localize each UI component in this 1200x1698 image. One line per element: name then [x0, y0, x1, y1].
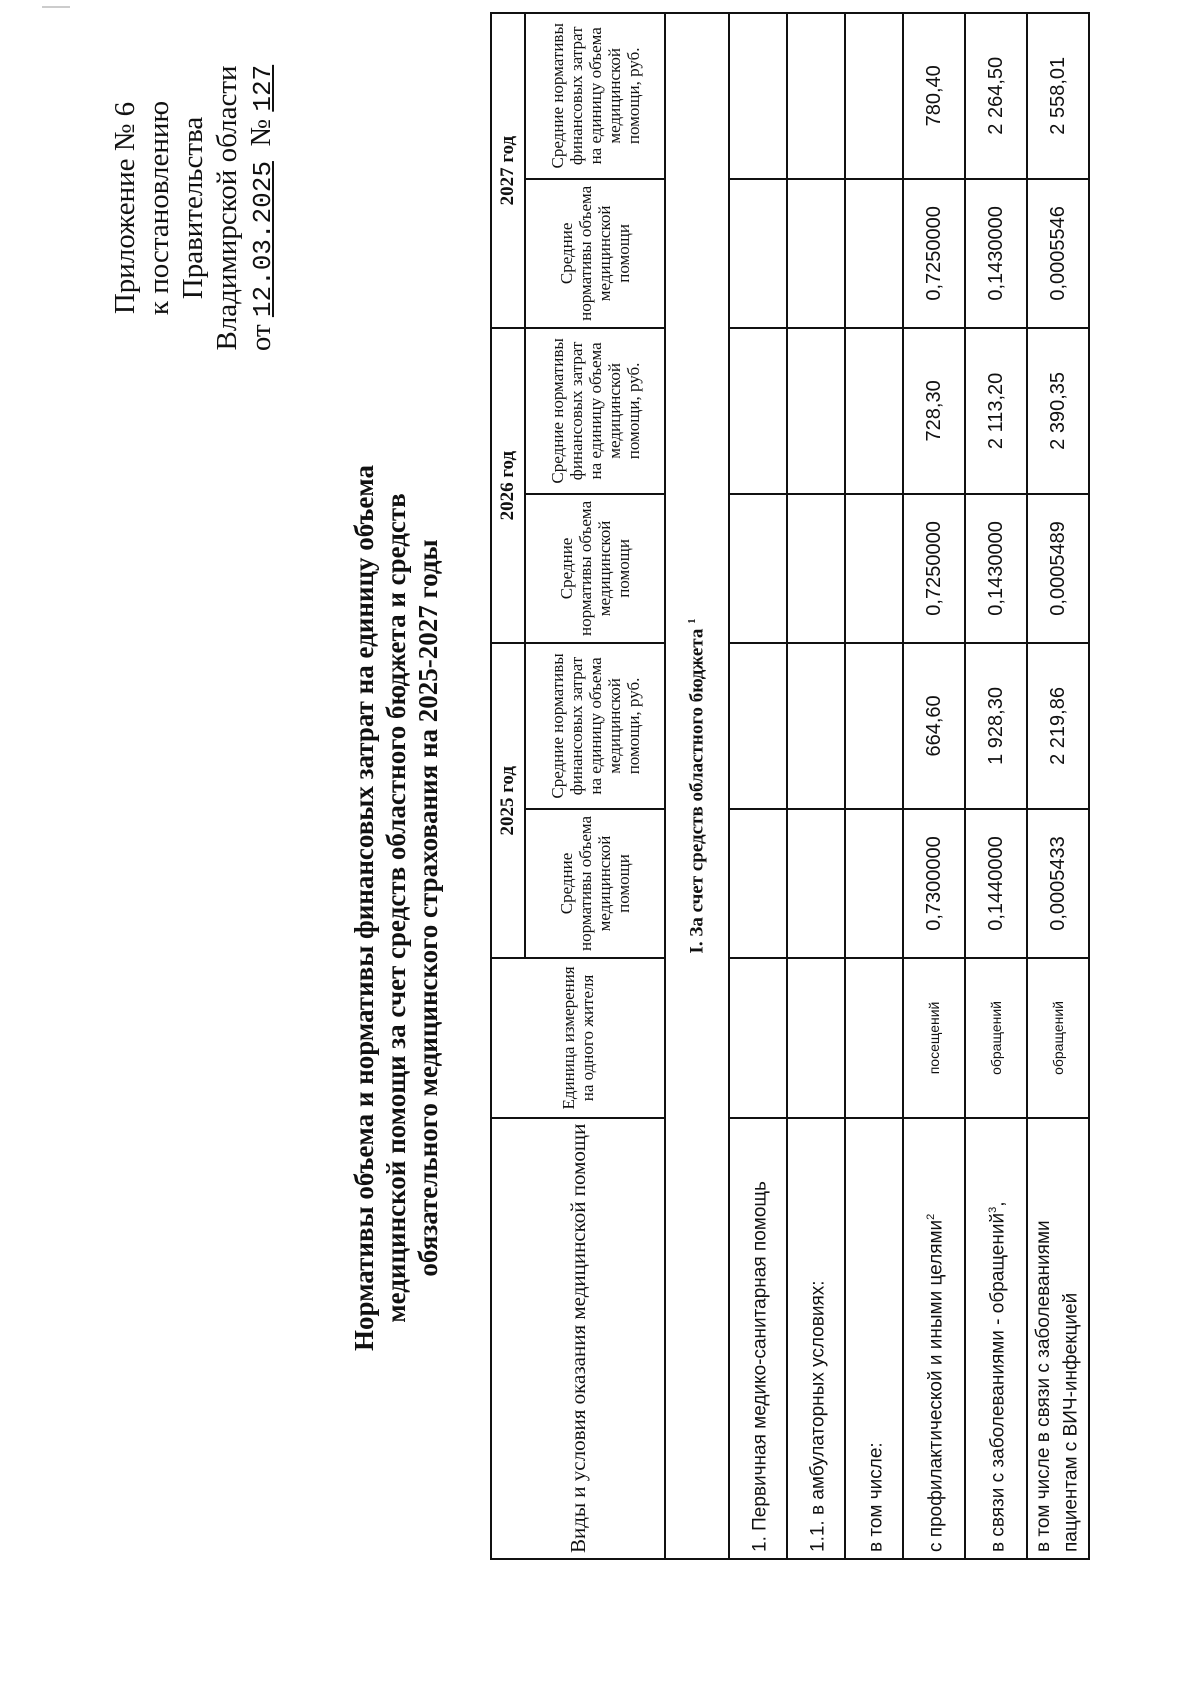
table-row	[845, 13, 903, 1559]
row-label-text: в связи с заболеваниями - обращений	[987, 1212, 1009, 1552]
row-v2025	[729, 809, 787, 959]
row-v2026	[845, 494, 903, 644]
row-unit: обращений	[965, 958, 1027, 1117]
row-v2026: 0,0005489	[1027, 494, 1089, 644]
row-c2025	[729, 643, 787, 809]
header-year-2027: 2027 год	[491, 13, 525, 328]
row-label	[1027, 1118, 1089, 1559]
appendix-region: Владимирской области	[211, 65, 243, 351]
row-footnote-mark: 3	[987, 1206, 1000, 1213]
table-row	[1027, 13, 1089, 1559]
row-v2027: 0,7250000	[903, 179, 965, 329]
row-c2026	[787, 328, 845, 494]
row-unit	[729, 958, 787, 1117]
row-label-text: с профилактической и иными целями	[925, 1219, 947, 1552]
row-label-suffix: ,	[987, 1201, 1009, 1207]
header-cost-2026: Средние нормативы финансовых затрат на единицу объема медицинской помощи, руб.	[525, 328, 665, 494]
row-v2027	[845, 179, 903, 329]
header-volume-2027: Средние нормативы объема медицинской помощи	[525, 179, 665, 329]
row-label-text: в том числе:	[865, 1442, 887, 1552]
row-label-text: в том числе в связи с заболеваниями пациентам с ВИЧ-инфекцией	[1033, 1220, 1082, 1552]
table-row	[965, 13, 1027, 1559]
row-unit: обращений	[1027, 958, 1089, 1117]
decree-number: 127	[248, 64, 278, 112]
row-label-text: 1.1. в амбулаторных условиях:	[807, 1280, 829, 1552]
row-v2027	[729, 179, 787, 329]
row-unit	[787, 958, 845, 1117]
row-v2025: 0,1440000	[965, 809, 1027, 959]
row-label	[729, 1118, 787, 1559]
table-row	[729, 13, 787, 1559]
header-volume-2026: Средние нормативы объема медицинской помощи	[525, 494, 665, 644]
row-c2025: 664,60	[903, 643, 965, 809]
row-c2025: 1 928,30	[965, 643, 1027, 809]
header-year-2025: 2025 год	[491, 643, 525, 958]
row-label	[965, 1118, 1027, 1559]
row-c2027: 780,40	[903, 13, 965, 179]
row-v2026: 0,1430000	[965, 494, 1027, 644]
date-prefix: от	[245, 324, 277, 352]
section-title	[665, 13, 729, 1559]
decree-date: 12.03.2025	[248, 161, 278, 318]
row-v2026	[787, 494, 845, 644]
row-label	[845, 1118, 903, 1559]
row-v2027: 0,1430000	[965, 179, 1027, 329]
appendix-block	[108, 28, 280, 388]
number-prefix: №	[245, 118, 277, 147]
row-c2025: 2 219,86	[1027, 643, 1089, 809]
appendix-decree: к постановлению Правительства	[143, 100, 209, 316]
row-c2027: 2 264,50	[965, 13, 1027, 179]
row-v2025: 0,0005433	[1027, 809, 1089, 959]
row-label-text: 1. Первичная медико-санитарная помощь	[749, 1181, 771, 1552]
document-title	[348, 458, 444, 1358]
table-row	[787, 13, 845, 1559]
appendix-date-line	[244, 28, 280, 388]
row-c2027	[845, 13, 903, 179]
header-year-2026: 2026 год	[491, 328, 525, 643]
title-line-3: обязательного медицинского страхования на 2025-2027 годы	[413, 539, 443, 1277]
row-unit: посещений	[903, 958, 965, 1117]
section-title-text: I. За счет средств областного бюджета	[686, 628, 708, 954]
row-footnote-mark: 2	[925, 1213, 938, 1220]
row-v2025	[845, 809, 903, 959]
header-unit: Единица измерения на одного жителя	[491, 958, 665, 1117]
row-c2026: 2 113,20	[965, 328, 1027, 494]
row-unit	[845, 958, 903, 1117]
row-label	[787, 1118, 845, 1559]
section-row	[665, 13, 729, 1559]
row-v2027: 0,0005546	[1027, 179, 1089, 329]
margin-mark	[42, 6, 70, 8]
row-c2025	[845, 643, 903, 809]
header-cost-2027: Средние нормативы финансовых затрат на единицу объема медицинской помощи, руб.	[525, 13, 665, 179]
header-kind: Виды и условия оказания медицинской помощи	[491, 1118, 665, 1559]
header-volume-2025: Средние нормативы объема медицинской помощи	[525, 809, 665, 959]
norms-table	[490, 12, 1090, 1560]
row-v2026: 0,7250000	[903, 494, 965, 644]
row-c2027: 2 558,01	[1027, 13, 1089, 179]
row-c2026: 2 390,35	[1027, 328, 1089, 494]
row-c2026	[845, 328, 903, 494]
table-row	[903, 13, 965, 1559]
title-line-2: медицинской помощи за счет средств областного бюджета и средств	[381, 493, 411, 1323]
row-v2027	[787, 179, 845, 329]
row-c2026	[729, 328, 787, 494]
section-footnote-mark: 1	[685, 618, 698, 624]
row-v2026	[729, 494, 787, 644]
row-c2027	[729, 13, 787, 179]
title-line-1: Нормативы объема и нормативы финансовых затрат на единицу объема	[349, 464, 379, 1352]
row-label	[903, 1118, 965, 1559]
row-c2025	[787, 643, 845, 809]
header-cost-2025: Средние нормативы финансовых затрат на единицу объема медицинской помощи, руб.	[525, 643, 665, 809]
header-row-years	[491, 13, 525, 1559]
row-v2025: 0,7300000	[903, 809, 965, 959]
row-c2027	[787, 13, 845, 179]
appendix-number: Приложение № 6	[109, 101, 141, 315]
row-v2025	[787, 809, 845, 959]
row-c2026: 728,30	[903, 328, 965, 494]
